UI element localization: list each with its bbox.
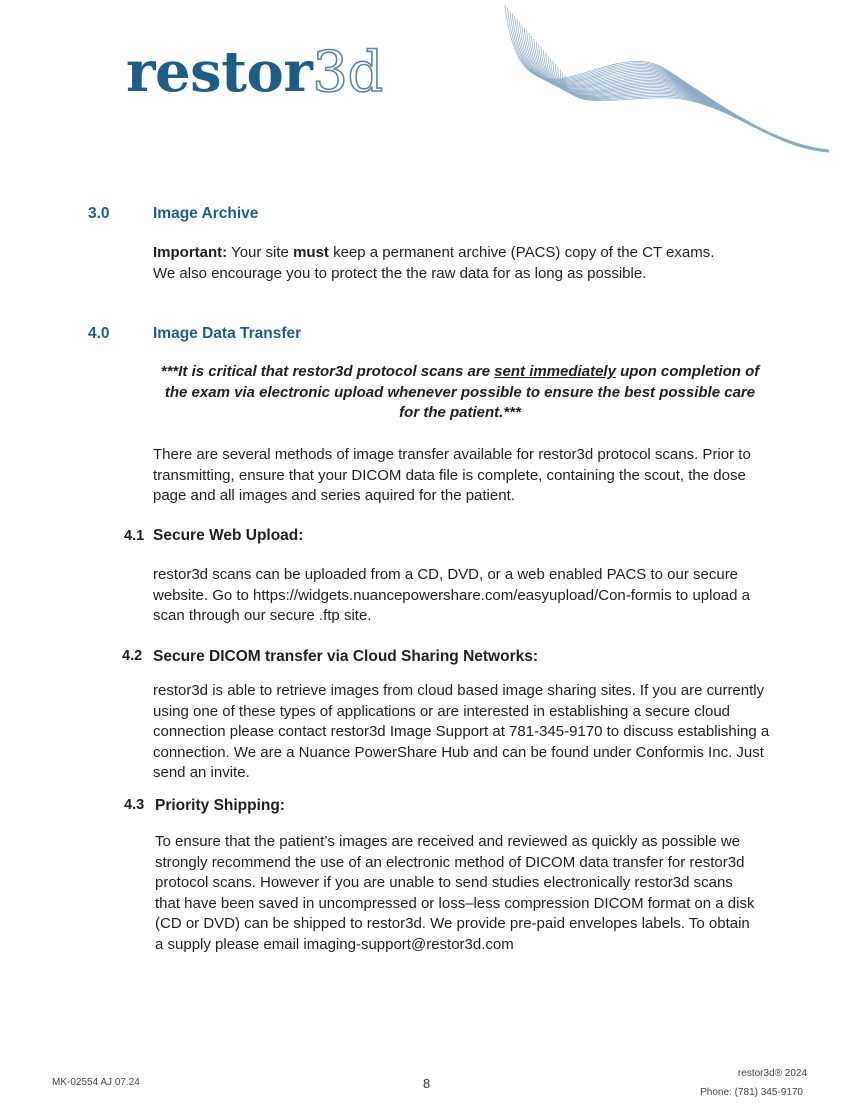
important-label: Important:: [153, 244, 228, 261]
subsection-number: 4.3: [124, 797, 145, 813]
subsection-number: 4.1: [124, 528, 145, 544]
logo-text-bold: restor: [126, 39, 313, 105]
section-title-image-archive: Image Archive: [153, 205, 259, 222]
critical-text-1: ***It is critical that restor3d protocol scans are: [160, 363, 495, 380]
critical-notice: [153, 362, 767, 424]
must-emphasis: must: [293, 244, 329, 261]
priority-shipping-paragraph: To ensure that the patient’s images are received and reviewed as quickly as possible we strongly recommend the use of an electronic method of DICOM data transfer for restor3d protocol scans. However if you are unable to send studies electronically restor3d scans that have been saved in uncompressed or loss–less compression DICOM format on a disk (CD or DVD) can be shipped to restor3d. We provide pre-paid envelopes labels. To obtain a supply please email imaging-support@restor3d.com: [155, 833, 755, 953]
transfer-intro-paragraph: There are several methods of image transfer available for restor3d protocol scans. Prior to transmitting, ensure that your DICOM data file is complete, containing the scout, the dose page and all images and series aquired for the patient.: [153, 446, 751, 504]
section-title-image-data-transfer: Image Data Transfer: [153, 325, 302, 342]
wave-decoration-icon: [497, 0, 837, 160]
wave-line: [548, 55, 829, 151]
wave-line: [543, 50, 829, 151]
archive-paragraph: [153, 243, 721, 284]
subsection-number: 4.2: [122, 648, 143, 664]
archive-text-2: keep a permanent archive (PACS) copy of the CT exams. We also encourage you to protect the the raw data for as long as possible.: [153, 244, 715, 282]
footer-phone: Phone: (781) 345-9170: [700, 1087, 803, 1098]
critical-text-2: upon completion of the exam via electronic upload whenever possible to ensure the best possible care for the patient.***: [164, 363, 760, 421]
restor3d-logo: [126, 39, 383, 105]
subsection-title-priority-shipping: Priority Shipping:: [155, 797, 286, 814]
page-number: 8: [423, 1076, 431, 1091]
footer-copyright: restor3d® 2024: [737, 1068, 807, 1079]
footer-doc-code: MK-02554 AJ 07.24: [52, 1077, 140, 1088]
logo-text-outline: 3d: [312, 40, 383, 105]
archive-text-1: Your site: [227, 244, 294, 261]
subsection-title-web-upload: Secure Web Upload:: [153, 527, 304, 544]
web-upload-paragraph: restor3d scans can be uploaded from a CD, DVD, or a web enabled PACS to our secure website. Go to https://widgets.nuancepowershare.com/easyupload/Con-formis to upload a scan through our secure .ftp site.: [153, 566, 750, 624]
critical-underlined: sent immediately: [494, 363, 616, 380]
wave-line: [546, 53, 829, 152]
subsection-title-cloud-sharing: Secure DICOM transfer via Cloud Sharing Networks:: [153, 648, 539, 665]
section-number: 4.0: [88, 325, 110, 342]
cloud-sharing-paragraph: restor3d is able to retrieve images from cloud based image sharing sites. If you are currently using one of these types of applications or are interested in establishing a secure cloud connection please contact restor3d Image Support at 781-345-9170 to discuss establishing a connection. We are a Nuance PowerShare Hub and can be found under Conformis Inc. Just send an invite.: [153, 682, 770, 781]
section-number: 3.0: [88, 205, 110, 222]
